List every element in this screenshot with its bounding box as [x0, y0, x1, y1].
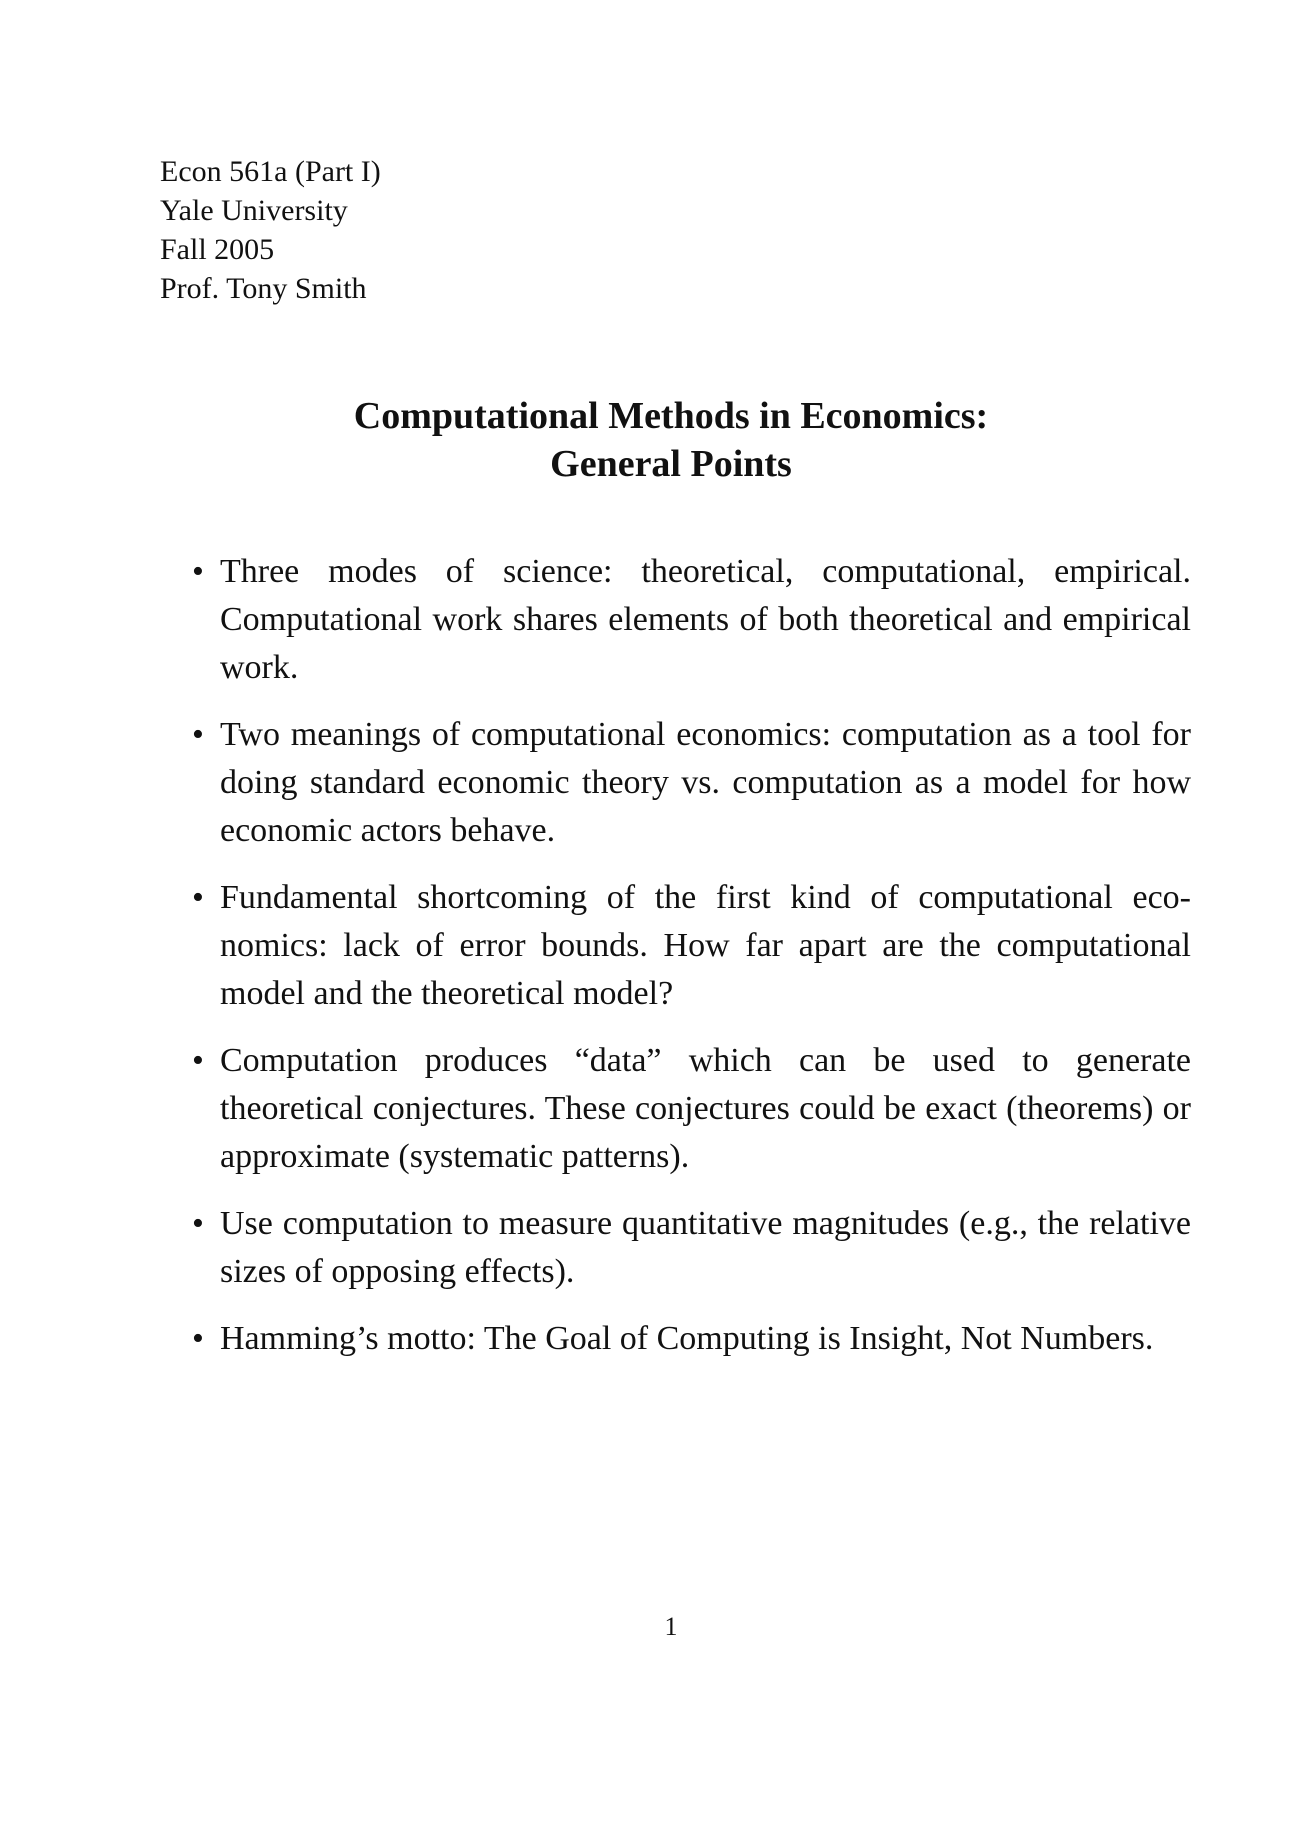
document-title — [0, 392, 1306, 488]
university-name: Yale University — [160, 194, 348, 227]
page-number: 1 — [664, 1612, 678, 1641]
bullet-text: Use computation to measure quantitative magnitudes (e.g., the relative sizes of opposing effects). — [220, 1205, 1191, 1290]
bullet-text: Computation produces “data” which can be used to generate theoretical conjectures. These conjectures could be exact (theorems) or approximate (systematic patterns). — [220, 1042, 1191, 1175]
list-item — [188, 1037, 1191, 1181]
course-code: Econ 561a (Part I) — [160, 155, 381, 188]
bullet-text: Hamming’s motto: The Goal of Computing is Insight, Not Numbers. — [220, 1320, 1154, 1357]
title-line-1: Computational Methods in Economics: — [353, 395, 989, 437]
bullet-text: Three modes of science: theoretical, computational, empirical. Computational work shares elements of both theoretical and empirical work. — [220, 553, 1191, 686]
bullet-text: Fundamental shortcoming of the first kind of computational economics: lack of error bounds. How far apart are the computational model and the theoretical model? — [220, 879, 1191, 1012]
list-item — [188, 1200, 1191, 1296]
title-line-2: General Points — [550, 443, 792, 485]
list-item — [188, 711, 1191, 855]
list-item — [188, 874, 1191, 1018]
bullet-icon: • — [192, 1042, 204, 1079]
bullet-icon: • — [192, 1320, 204, 1357]
bullet-text: Two meanings of computational economics: computation as a tool for doing standard economic theory vs. computation as a model for how economic actors behave. — [220, 716, 1191, 849]
bullet-icon: • — [192, 1205, 204, 1242]
list-item — [188, 1315, 1191, 1363]
course-header — [160, 152, 381, 308]
bullet-icon: • — [192, 553, 204, 590]
bullet-icon: • — [192, 879, 204, 916]
list-item — [188, 548, 1191, 692]
bullet-icon: • — [192, 716, 204, 753]
bullet-list — [188, 548, 1191, 1382]
term: Fall 2005 — [160, 233, 275, 266]
instructor-name: Prof. Tony Smith — [160, 272, 367, 305]
